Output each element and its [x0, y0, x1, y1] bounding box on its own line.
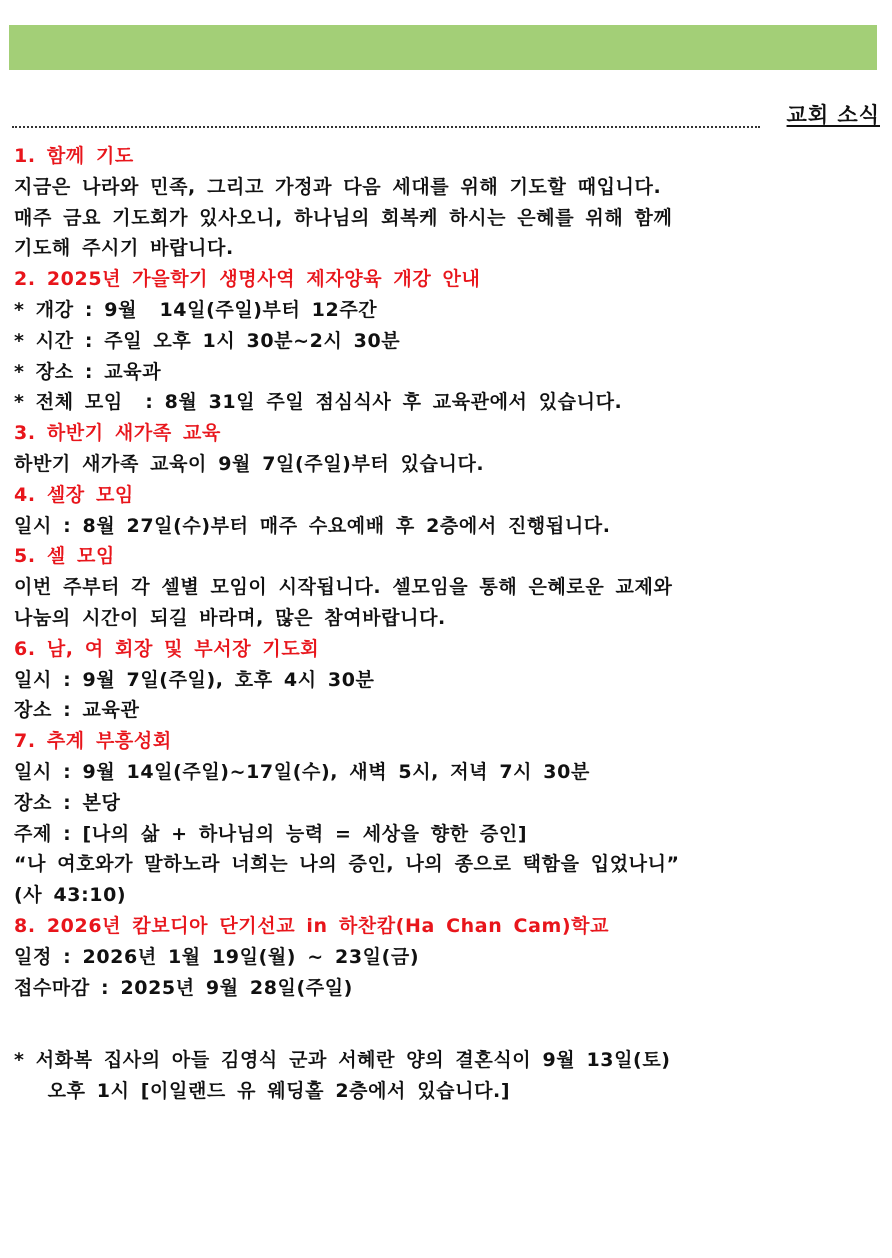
notice-line: * 서화복 집사의 아들 김영식 군과 서혜란 양의 결혼식이 9월 13일(토)	[14, 1049, 671, 1071]
news-line: 하반기 새가족 교육이 9월 7일(주일)부터 있습니다.	[14, 452, 485, 475]
news-heading-leaders-prayer: 6. 남, 여 회장 및 부서장 기도회	[14, 637, 320, 660]
news-line: 주제 : [나의 삶 + 하나님의 능력 = 세상을 향한 증인]	[14, 822, 528, 845]
news-line: 일시 : 9월 7일(주일), 호후 4시 30분	[14, 668, 375, 691]
news-heading-cell-leaders: 4. 셀장 모임	[14, 483, 134, 506]
news-line: 장소 : 본당	[14, 791, 121, 814]
news-line: 일정 : 2026년 1월 19일(월) ~ 23일(금)	[14, 945, 420, 968]
news-heading-revival: 7. 추계 부흥성회	[14, 730, 172, 753]
news-line: 일시 : 9월 14일(주일)~17일(수), 새벽 5시, 저녁 7시 30분	[14, 760, 590, 783]
news-line: 지금은 나라와 민족, 그리고 가정과 다음 세대를 위해 기도할 때입니다.	[14, 175, 662, 198]
news-line: * 시간 : 주일 오후 1시 30분~2시 30분	[14, 329, 401, 352]
header-color-bar	[9, 25, 877, 70]
dotted-divider	[12, 126, 760, 128]
news-line: 기도해 주시기 바랍니다.	[14, 237, 234, 260]
news-line: * 전체 모임 : 8월 31일 주일 점심식사 후 교육관에서 있습니다.	[14, 391, 623, 414]
news-line: 일시 : 8월 27일(수)부터 매주 수요예배 후 2층에서 진행됩니다.	[14, 514, 611, 537]
news-line: “나 여호와가 말하노라 너희는 나의 증인, 나의 종으로 택함을 입었나니”	[14, 853, 680, 876]
section-title: 교회 소식	[786, 103, 880, 127]
news-heading-mission: 8. 2026년 캄보디아 단기선교 in 하찬캄(Ha Chan Cam)학교	[14, 914, 610, 937]
news-line: * 개강 : 9월 14일(주일)부터 12주간	[14, 298, 378, 321]
news-line: 이번 주부터 각 셀별 모임이 시작됩니다. 셀모임을 통해 은혜로운 교제와	[14, 576, 673, 599]
news-line: 나눔의 시간이 되길 바라며, 많은 참여바랍니다.	[14, 606, 446, 629]
news-heading-prayer: 1. 함께 기도	[14, 145, 134, 167]
news-heading-new-family: 3. 하반기 새가족 교육	[14, 422, 221, 445]
wedding-notice	[14, 1045, 880, 1107]
news-line: 매주 금요 기도회가 있사오니, 하나님의 회복케 하시는 은혜를 위해 함께	[14, 206, 673, 229]
news-line: 접수마감 : 2025년 9월 28일(주일)	[14, 976, 353, 999]
news-heading-cell-meeting: 5. 셀 모임	[14, 545, 115, 568]
notice-line: 오후 1시 [이일랜드 유 웨딩홀 2층에서 있습니다.]	[14, 1079, 511, 1102]
news-line: (사 43:10)	[14, 884, 127, 907]
news-line: 장소 : 교육관	[14, 699, 140, 722]
news-line: * 장소 : 교육과	[14, 360, 162, 383]
church-news-list	[14, 141, 880, 1003]
news-heading-discipleship: 2. 2025년 가을학기 생명사역 제자양육 개강 안내	[14, 268, 481, 291]
